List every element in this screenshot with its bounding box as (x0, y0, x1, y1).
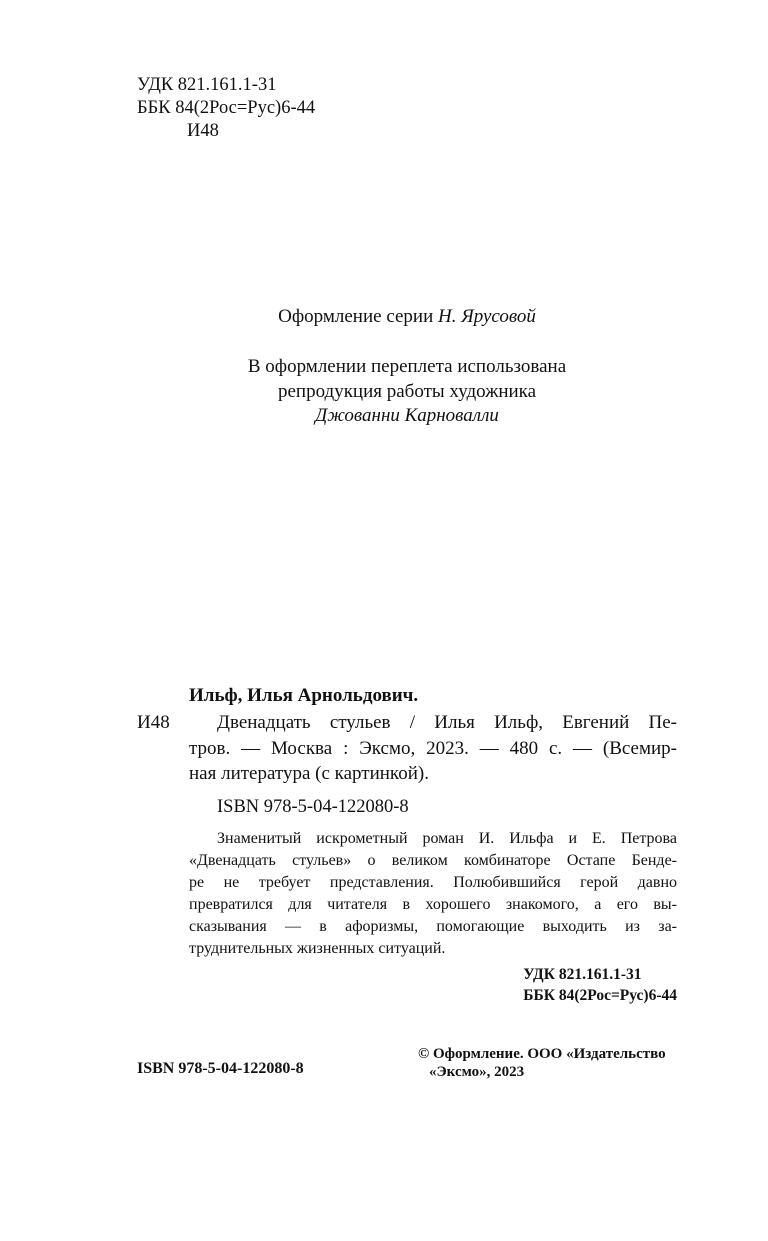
catalog-author-mark: И48 (137, 712, 170, 733)
copyright-notice (418, 1045, 666, 1081)
series-credit-label: Оформление серии (278, 306, 434, 327)
annotation-line: сказывания — в афоризмы, помогающие выходить из за- (189, 918, 677, 935)
classification-codes (137, 74, 315, 143)
author-mark: И48 (187, 121, 219, 141)
annotation-line: ре не требует представления. Полюбившийся герой давно (189, 874, 677, 891)
annotation-line: труднительных жизненных ситуаций. (189, 940, 446, 957)
copyright-line: © Оформление. ООО «Издательство (418, 1046, 666, 1062)
catalog-udk-code: УДК 821.161.1-31 (523, 966, 642, 983)
series-designer-name: Н. Ярусовой (438, 306, 536, 327)
catalog-author-heading: Ильф, Илья Арнольдович. (189, 685, 419, 706)
footer-isbn: ISBN 978-5-04-122080-8 (137, 1060, 304, 1077)
bibliographic-entry (189, 710, 677, 787)
bib-entry-line: тров. — Москва : Эксмо, 2023. — 480 с. — (Всемир- (189, 737, 677, 759)
series-design-credit (0, 305, 768, 329)
annotation-line: превратился для читателя в хорошего знакомого, а его вы- (189, 896, 677, 913)
binding-artist-name: Джованни Карновалли (315, 405, 499, 426)
bib-entry-line: Двенадцать стульев / Илья Ильф, Евгений Пе- (217, 712, 677, 733)
copyright-line: «Эксмо», 2023 (429, 1064, 525, 1080)
binding-credit-line: репродукция работы художника (277, 380, 537, 402)
binding-credit (0, 355, 768, 429)
bib-entry-line: ная литература (с картинкой). (189, 763, 429, 784)
catalog-classification-codes (523, 964, 677, 1006)
bbk-code: ББК 84(2Рос=Рус)6-44 (137, 98, 316, 118)
binding-credit-line: В оформлении переплета использована (247, 356, 567, 377)
book-annotation (189, 828, 677, 960)
annotation-line: «Двенадцать стульев» о великом комбинаторе Остапе Бенде- (189, 852, 677, 869)
udk-code: УДК 821.161.1-31 (137, 75, 277, 95)
annotation-line: Знаменитый искрометный роман И. Ильфа и Е. Петрова (217, 830, 677, 847)
catalog-bbk-code: ББК 84(2Рос=Рус)6-44 (523, 987, 677, 1004)
catalog-isbn: ISBN 978-5-04-122080-8 (217, 797, 409, 817)
